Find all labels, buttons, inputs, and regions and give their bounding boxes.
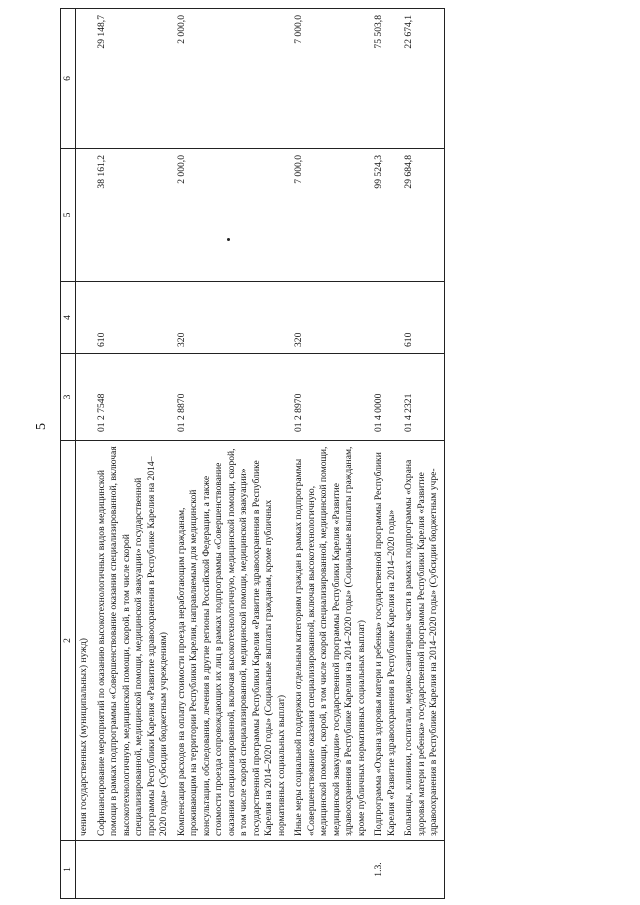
header-cell: 1 (61, 841, 76, 899)
row-name: Больницы, клиники, госпитали, медико-санитарные части в рамках подпрограммы «Охрана здоровья матери и ребенка» государственной программы Республики Карелия «Развитие здравоохранения в Республике Карелия на 2014–2020 годы» (Субсидии бюджетным учре- (401, 441, 444, 841)
page-number: 5 (34, 423, 49, 430)
row-value-2 (76, 9, 94, 149)
row-number (94, 841, 174, 899)
row-kvr (371, 282, 401, 354)
header-cell: 2 (61, 441, 76, 841)
row-name: Иные меры социальной поддержки отдельным категориям граждан в рамках подпрограммы «Совершенствование оказания специализированной, включая высокотехнологичную, медицинской помощи, скорой, в том числе скорой специализированной, медицинской помощи, медицинской эвакуации» государственной программы Республики Карелия «Развитие здравоохранения в Республике Карелия на 2014–2020 годы» (Социальные выплаты гражданам, кроме публичных нормативных социальных выплат) (291, 441, 371, 841)
header-cell: 3 (61, 354, 76, 441)
row-value-1: 99 524,3 (371, 149, 401, 282)
row-kvr: 610 (94, 282, 174, 354)
row-value-2: 7 000,0 (291, 9, 371, 149)
header-cell: 6 (61, 9, 76, 149)
row-code: 01 4 2321 (401, 354, 444, 441)
row-value-1: 2 000,0 (174, 149, 292, 282)
header-cell: 5 (61, 149, 76, 282)
table-row (371, 9, 401, 899)
table-row (174, 9, 292, 899)
row-name: Софинансирование мероприятий по оказанию высокотехнологичных видов медицинской помощи в рамках подпрограммы «Совершенствование оказания специализированной, включая высокотехнологичную, медицинской помощи, скорой, в том числе скорой специализированной, медицинской помощи, медицинской эвакуации» государственной программы Республики Карелия «Развитие здравоохранения в Республике Карелия на 2014–2020 годы» (Субсидии бюджетным учреждениям) (94, 441, 174, 841)
row-value-1: 38 161,2 (94, 149, 174, 282)
row-code: 01 2 8970 (291, 354, 371, 441)
row-number (174, 841, 292, 899)
row-value-1 (76, 149, 94, 282)
row-name: чения государственных (муниципальных) нужд) (76, 441, 94, 841)
row-code: 01 2 7548 (94, 354, 174, 441)
row-value-2: 22 674,1 (401, 9, 444, 149)
header-row (61, 9, 76, 899)
row-number (401, 841, 444, 899)
budget-table (60, 8, 445, 899)
row-number (76, 841, 94, 899)
row-kvr: 320 (291, 282, 371, 354)
row-code: 01 4 0000 (371, 354, 401, 441)
row-name: Подпрограмма «Охрана здоровья матери и ребенка» государственной программы Республики Карелия «Развитие здравоохранения в Республике Карелия на 2014–2020 годы» (371, 441, 401, 841)
row-value-1: 29 684,8 (401, 149, 444, 282)
table-row (401, 9, 444, 899)
row-value-2: 29 148,7 (94, 9, 174, 149)
row-kvr: 320 (174, 282, 292, 354)
row-number (291, 841, 371, 899)
row-kvr (76, 282, 94, 354)
table-row (291, 9, 371, 899)
table-row (94, 9, 174, 899)
header-cell: 4 (61, 282, 76, 354)
row-code (76, 354, 94, 441)
row-value-1: 7 000,0 (291, 149, 371, 282)
rotated-page (60, 0, 610, 905)
row-kvr: 610 (401, 282, 444, 354)
row-code: 01 2 8870 (174, 354, 292, 441)
row-name: Компенсация расходов на оплату стоимости проезда неработающим гражданам, проживающим на территории Республики Карелия, направляемым для медицинской консультации, обследования, лечения в другие регионы Российской Федерации, а также стоимости проезда сопровождающих их лиц в рамках подпрограммы «Совершенствование оказания специализированной, включая высокотехнологичную, медицинской помощи, скорой, в том числе скорой специализированной, медицинской помощи, медицинской эвакуации» государственной программы Республики Карелия «Развитие здравоохранения в Республике Карелия на 2014–2020 годы» (Социальные выплаты гражданам, кроме публичных нормативных социальных выплат) (174, 441, 292, 841)
table-row (76, 9, 94, 899)
row-value-2: 2 000,0 (174, 9, 292, 149)
row-value-2: 75 503,8 (371, 9, 401, 149)
scan-speck (227, 238, 230, 241)
row-number: 1.3. (371, 841, 401, 899)
